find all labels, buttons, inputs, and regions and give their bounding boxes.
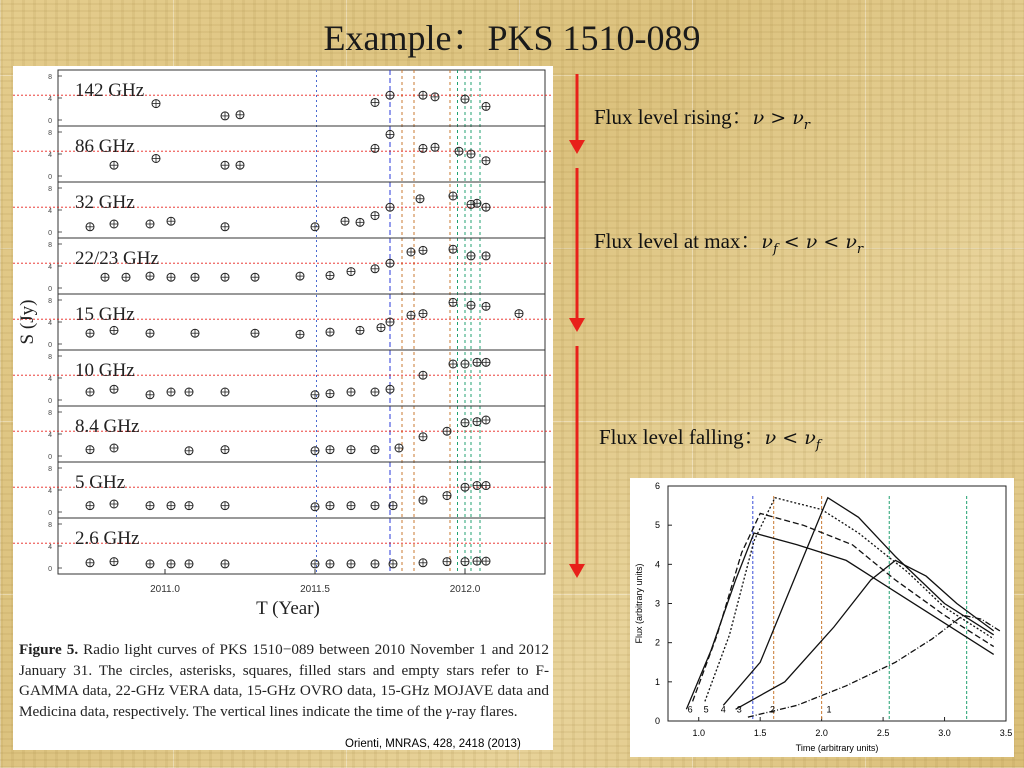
- x-tick-label: 1.5: [753, 728, 767, 738]
- arrow-rising: [569, 74, 585, 154]
- x-tick-label: 3.0: [938, 728, 951, 738]
- y-tick-label: 4: [48, 264, 52, 271]
- y-tick-label: 4: [48, 320, 52, 327]
- series-line-4: [705, 498, 994, 702]
- band-label: 142 GHz: [75, 80, 145, 101]
- label-falling: [599, 421, 821, 453]
- caption-gamma: γ: [445, 702, 452, 720]
- curve-label: 1: [826, 704, 832, 715]
- y-tick-label: 0: [48, 230, 52, 237]
- label-rising-math: ν > ν: [752, 107, 804, 129]
- light-curve-figure: [13, 66, 553, 750]
- band-label: 86 GHz: [75, 136, 135, 157]
- x-tick-label: 2.5: [876, 728, 890, 738]
- band-label: 8.4 GHz: [75, 416, 140, 437]
- y-tick-label: 1: [654, 676, 660, 687]
- y-tick-label: 3: [654, 598, 660, 609]
- y-tick-label: 8: [48, 410, 52, 417]
- y-tick-label: 4: [48, 376, 52, 383]
- y-tick-label: 4: [48, 488, 52, 495]
- chart-frame: [668, 486, 1006, 721]
- curve-label: 6: [687, 704, 693, 715]
- citation: Orienti, MNRAS, 428, 2418 (2013): [345, 738, 521, 750]
- x-tick-label: 2011.5: [300, 584, 330, 595]
- label-rising: [594, 101, 810, 133]
- y-tick-label: 0: [48, 286, 52, 293]
- band-label: 15 GHz: [75, 304, 135, 325]
- label-falling-math: ν < ν: [764, 427, 816, 449]
- y-tick-label: 8: [48, 242, 52, 249]
- y-tick-label: 8: [48, 74, 52, 81]
- y-tick-label: 5: [654, 520, 660, 531]
- y-axis-label: S (Jy): [17, 299, 38, 345]
- y-tick-label: 4: [654, 559, 660, 570]
- y-tick-label: 8: [48, 466, 52, 473]
- caption-text: Radio light curves of PKS 1510−089 between 2010 November 1 and 2012 January 31. The circles, asterisks, squares, filled stars and empty stars refer to F-GAMMA data, 22-GHz VERA data, 15-GHz OVRO data, 15-GHz MOJAVE data and Medicina data, respectively. The vertical lines indicate the time of the: [19, 641, 550, 720]
- label-max-math-a: ν: [761, 231, 773, 253]
- y-tick-label: 8: [48, 522, 52, 529]
- y-tick-label: 0: [48, 174, 52, 181]
- label-falling-sub: f: [815, 438, 821, 454]
- arrows-group: [566, 70, 588, 590]
- band-label: 10 GHz: [75, 360, 135, 381]
- y-tick-label: 4: [48, 96, 52, 103]
- series-line-1: [748, 615, 1000, 717]
- curve-label: 4: [720, 704, 726, 715]
- model-figure: [630, 478, 1014, 757]
- curve-label: 5: [703, 704, 709, 715]
- y-tick-label: 0: [48, 454, 52, 461]
- light-curve-plot: [13, 66, 553, 636]
- x-tick-label: 3.5: [999, 728, 1013, 738]
- label-rising-text: Flux level rising：: [594, 105, 753, 129]
- caption-label: Figure 5.: [19, 641, 79, 658]
- series-line-5: [693, 513, 994, 701]
- model-flux-chart: [630, 478, 1014, 757]
- slide-title: Example：PKS 1510-089: [323, 18, 701, 58]
- arrow-max: [569, 168, 585, 332]
- y-tick-label: 8: [48, 298, 52, 305]
- x-tick-label: 2011.0: [150, 584, 180, 595]
- label-max-sub-a: f: [772, 242, 778, 258]
- y-tick-label: 4: [48, 208, 52, 215]
- y-tick-label: 4: [48, 432, 52, 439]
- caption-tail: -ray flares.: [451, 702, 518, 720]
- band-label: 22/23 GHz: [75, 248, 159, 269]
- y-tick-label: 8: [48, 130, 52, 137]
- y-tick-label: 4: [48, 544, 52, 551]
- band-label: 5 GHz: [75, 472, 126, 493]
- y-tick-label: 6: [654, 481, 660, 491]
- y-tick-label: 0: [48, 510, 52, 517]
- x-tick-label: 2012.0: [449, 584, 481, 595]
- label-max-math-b: < ν < ν: [777, 231, 857, 253]
- label-rising-sub: r: [803, 118, 810, 134]
- y-tick-label: 8: [48, 354, 52, 361]
- curve-label: 2: [769, 704, 775, 715]
- curve-label: 3: [736, 704, 742, 715]
- label-max: [594, 225, 863, 257]
- arrow-falling: [569, 346, 585, 578]
- y-tick-label: 8: [48, 186, 52, 193]
- y-tick-label: 0: [48, 342, 52, 349]
- x-axis-label: Time (arbitrary units): [795, 743, 879, 753]
- y-tick-label: 0: [48, 118, 52, 125]
- label-max-text: Flux level at max：: [594, 229, 762, 253]
- x-axis-label: T (Year): [256, 598, 320, 619]
- label-max-sub-b: r: [856, 242, 864, 258]
- y-tick-label: 4: [48, 152, 52, 159]
- band-label: 2.6 GHz: [75, 528, 140, 549]
- series-line-3: [723, 498, 993, 706]
- y-tick-label: 0: [48, 566, 52, 573]
- x-tick-label: 2.0: [815, 728, 828, 738]
- y-tick-label: 2: [654, 637, 660, 648]
- y-tick-label: 0: [654, 716, 660, 726]
- y-axis-label: Flux (arbitrary units): [634, 563, 644, 644]
- figure-caption: [19, 640, 549, 722]
- band-label: 32 GHz: [75, 192, 135, 213]
- series-line-2: [736, 560, 994, 709]
- y-tick-label: 0: [48, 398, 52, 405]
- x-tick-label: 1.0: [692, 728, 705, 738]
- label-falling-text: Flux level falling：: [599, 425, 765, 449]
